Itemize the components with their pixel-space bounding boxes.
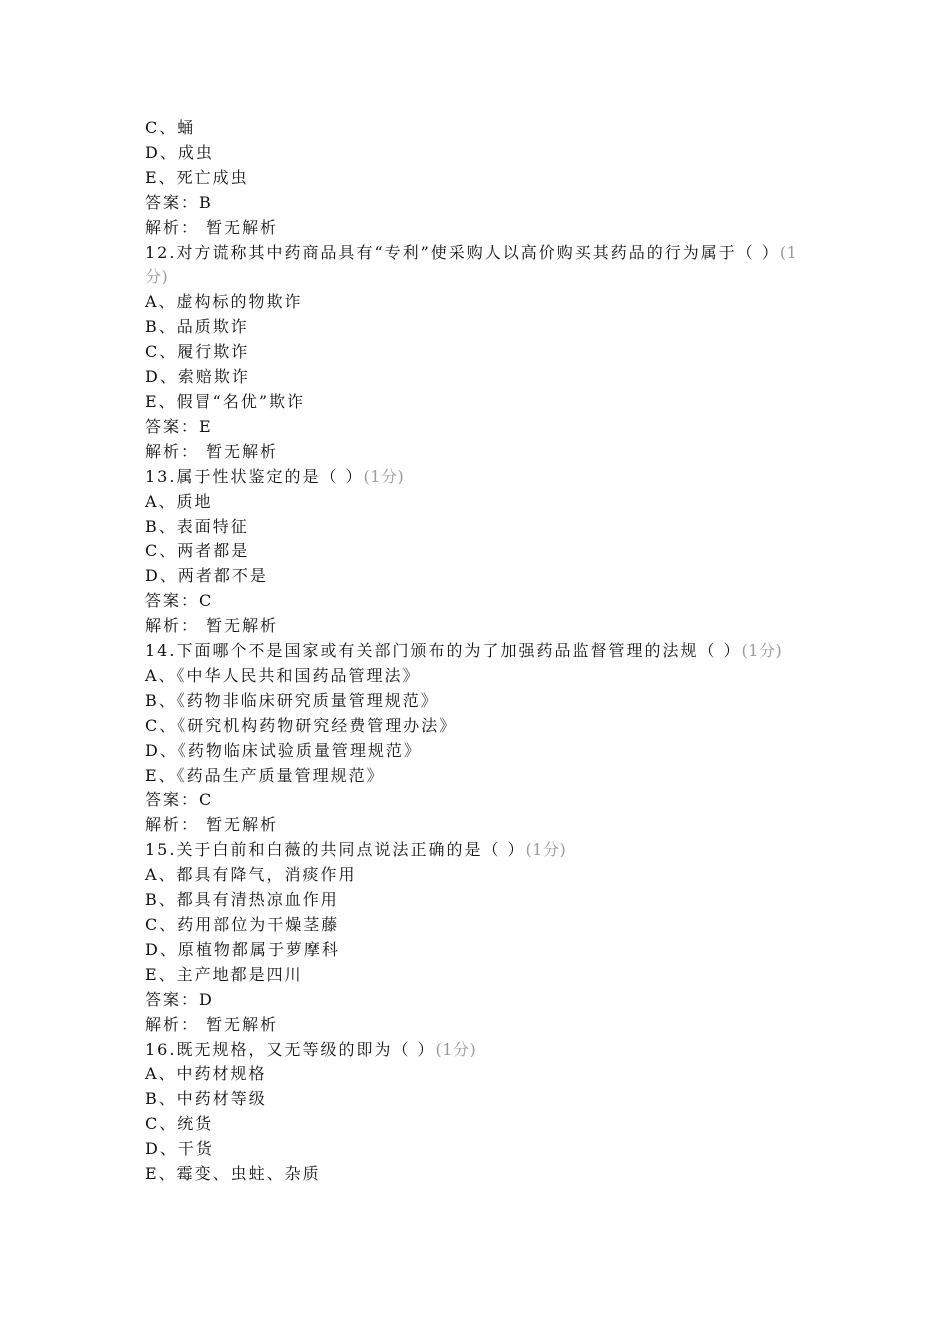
option-line: B、品质欺诈 xyxy=(145,317,249,337)
option-line: C、《研究机构药物研究经费管理办法》 xyxy=(145,715,458,735)
option-line: A、质地 xyxy=(145,491,213,511)
option-line: B、中药材等级 xyxy=(145,1089,267,1109)
question-16 xyxy=(145,1038,810,1187)
question-stem xyxy=(145,639,810,664)
option-line: A、虚构标的物欺诈 xyxy=(145,292,303,312)
option-line: E、假冒“名优”欺诈 xyxy=(145,391,306,411)
answer-line: 答案：C xyxy=(145,591,214,611)
question-stem xyxy=(145,838,810,863)
option-line: E、死亡成虫 xyxy=(145,167,249,187)
option-line: C、履行欺诈 xyxy=(145,342,250,362)
question-14 xyxy=(145,639,810,838)
analysis-line: 解析： 暂无解析 xyxy=(145,441,279,461)
analysis-line: 解析： 暂无解析 xyxy=(145,1014,279,1034)
answer-line: 答案：E xyxy=(145,416,213,436)
question-stem xyxy=(145,465,810,490)
option-line: D、成虫 xyxy=(145,142,214,162)
answer-line: 答案：D xyxy=(145,989,214,1009)
option-line: E、霉变、虫蛀、杂质 xyxy=(145,1164,321,1184)
analysis-line: 解析： 暂无解析 xyxy=(145,815,279,835)
answer-line: 答案：C xyxy=(145,790,214,810)
option-line: C、两者都是 xyxy=(145,541,250,561)
option-line: B、表面特征 xyxy=(145,516,249,536)
stem-text: 14.下面哪个不是国家或有关部门颁布的为了加强药品监督管理的法规（ ） xyxy=(145,641,742,661)
score-label: (1分) xyxy=(363,466,405,486)
option-line: A、《中华人民共和国药品管理法》 xyxy=(145,665,421,685)
answer-line: 答案：B xyxy=(145,192,213,212)
option-line: B、《药物非临床研究质量管理规范》 xyxy=(145,690,439,710)
option-line: A、中药材规格 xyxy=(145,1064,267,1084)
score-label: (1分) xyxy=(741,641,783,661)
question-11-continuation xyxy=(145,116,810,241)
option-line: C、统货 xyxy=(145,1114,214,1134)
option-line: D、原植物都属于萝摩科 xyxy=(145,939,340,959)
analysis-line: 解析： 暂无解析 xyxy=(145,217,279,237)
score-label: (1分) xyxy=(525,840,567,860)
question-stem xyxy=(145,241,810,291)
document-page xyxy=(145,116,810,1187)
stem-text: 13.属于性状鉴定的是（ ） xyxy=(145,466,364,486)
stem-text: 12.对方谎称其中药商品具有“专利”使采购人以高价购买其药品的行为属于（ ） xyxy=(145,242,780,262)
option-line: A、都具有降气，消痰作用 xyxy=(145,865,357,885)
stem-text: 15.关于白前和白薇的共同点说法正确的是（ ） xyxy=(145,840,526,860)
option-line: E、《药品生产质量管理规范》 xyxy=(145,765,385,785)
option-line: C、蛹 xyxy=(145,118,196,137)
score-label: (1分) xyxy=(145,242,798,287)
option-line: D、《药物临床试验质量管理规范》 xyxy=(145,740,422,760)
score-label: (1分) xyxy=(435,1039,477,1059)
option-line: D、索赔欺诈 xyxy=(145,367,250,387)
option-line: C、药用部位为干燥茎藤 xyxy=(145,915,340,934)
option-line: B、都具有清热凉血作用 xyxy=(145,890,339,910)
option-line: D、干货 xyxy=(145,1139,214,1159)
stem-text: 16.既无规格，又无等级的即为（ ） xyxy=(145,1039,436,1059)
analysis-line: 解析： 暂无解析 xyxy=(145,616,279,636)
question-stem xyxy=(145,1038,810,1063)
question-12 xyxy=(145,241,810,465)
question-15 xyxy=(145,838,810,1037)
option-line: E、主产地都是四川 xyxy=(145,964,303,984)
option-line: D、两者都不是 xyxy=(145,566,268,586)
question-13 xyxy=(145,465,810,639)
